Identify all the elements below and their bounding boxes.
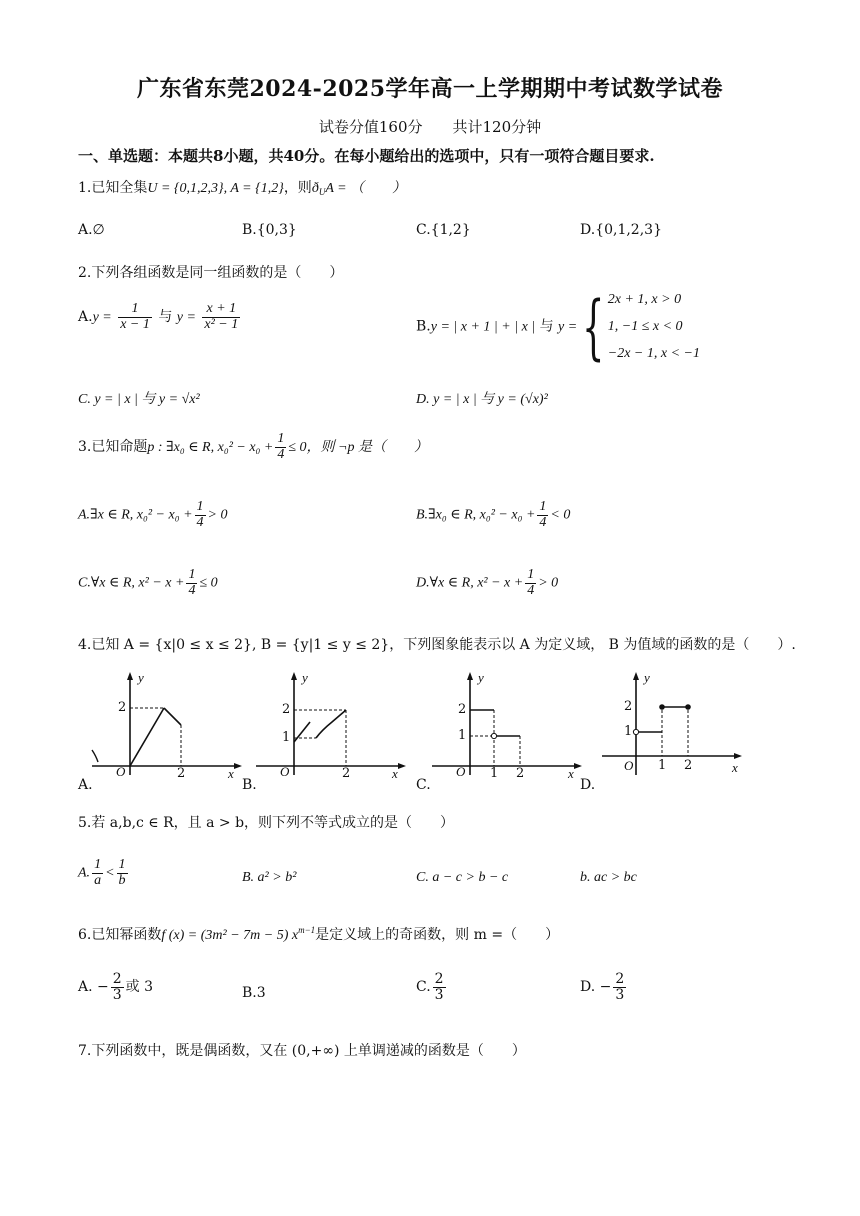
section-heading: 一、单选题：本题共8小题，共40分。在每小题给出的选项中，只有一项符合题目要求. xyxy=(78,147,655,165)
q1-option-a: A.∅ xyxy=(78,222,105,238)
q4-graph-a: y x O 2 2 xyxy=(88,670,248,785)
exam-info: 试卷分值160分 共计120分钟 xyxy=(318,118,542,136)
q1-option-b: B.{0,3} xyxy=(242,222,297,238)
question-6: 6.已知幂函数f (x) = (3m² − 7m − 5) $x^{m-1}$是定义域上的奇函数，则 m =（ ） xyxy=(78,925,560,943)
q2-option-a: A.y = $\frac{1}{x - 1}$ 与 y = $\frac{x + 1}{\text{x² − 1}}$ xyxy=(78,301,239,332)
q2-option-b: B.y = | x + 1 | + | x | 与 y ={ 2x + 1, x > 0 1, −1 ≤ x < 0 −2x − 1, x < −1 xyxy=(416,285,700,368)
q4-option-d: D. xyxy=(580,777,596,793)
q4-option-a: A. xyxy=(78,777,93,793)
question-7: 7.下列函数中，既是偶函数，又在 (0,+∞) 上单调递减的函数是（ ） xyxy=(78,1043,526,1059)
q4-graph-c: y x O 2 1 1 2 xyxy=(428,670,588,785)
q3-option-c: C.∀x ∈ R, x² − x + $\frac{1}{4}$ ≤ 0 xyxy=(78,567,218,598)
question-1: 1.已知全集U = {0,1,2,3}, A = {1,2}，则$ð_UA$ = （ ） xyxy=(78,180,407,197)
question-3: 3.已知命题p : ∃x₀ ∈ R, x₀² − x₀ + $\frac{1}{4}$ ≤ 0，则 ¬p 是（ ） xyxy=(78,431,429,462)
q3-option-b: B.∃x₀ ∈ R, x₀² − x₀ + $\frac{1}{4}$ < 0 xyxy=(416,499,571,530)
q4-option-c: C. xyxy=(416,777,431,793)
question-2: 2.下列各组函数是同一组函数的是（ ） xyxy=(78,265,344,281)
q1-option-c: C.{1,2} xyxy=(416,222,471,238)
q2-option-c: C. y = | x | 与 y = √x² xyxy=(78,392,200,407)
q2-option-d: D. y = | x | 与 y = (√x)² xyxy=(416,392,548,407)
q6-option-d: D. − $\frac{2}{3}$ xyxy=(580,971,625,1003)
page-title: 广东省东莞2024-2025学年高一上学期期中考试数学试卷 xyxy=(136,76,724,102)
q5-option-a: A. $\frac{1}{a}$ < $\frac{1}{b}$ xyxy=(78,857,126,888)
q3-option-a: A.∃x ∈ R, x₀² − x₀ + $\frac{1}{4}$ > 0 xyxy=(78,499,228,530)
question-5: 5.若 a,b,c ∈ R，且 a > b，则下列不等式成立的是（ ） xyxy=(78,815,455,831)
q5-option-b: B. a² > b² xyxy=(242,870,297,885)
q6-option-a: A. − $\frac{2}{3}$ 或 3 xyxy=(78,971,154,1003)
q4-graph-d: y x O 2 1 1 2 xyxy=(598,670,758,785)
q6-option-b: B.3 xyxy=(242,985,266,1001)
q4-option-b: B. xyxy=(242,777,257,793)
question-4: 4.已知 A = {x|0 ≤ x ≤ 2}, B = {y|1 ≤ y ≤ 2}，下列图象能表示以 A 为定义域， B 为值域的函数的是（ ）. xyxy=(78,637,796,653)
q4-graph-b: y x O 2 1 2 xyxy=(252,670,412,785)
q3-option-d: D.∀x ∈ R, x² − x + $\frac{1}{4}$ > 0 xyxy=(416,567,559,598)
q5-option-d: b. ac > bc xyxy=(580,870,637,885)
q5-option-c: C. a − c > b − c xyxy=(416,870,509,885)
q1-option-d: D.{0,1,2,3} xyxy=(580,222,662,238)
q6-option-c: C. $\frac{2}{3}$ xyxy=(416,971,444,1003)
